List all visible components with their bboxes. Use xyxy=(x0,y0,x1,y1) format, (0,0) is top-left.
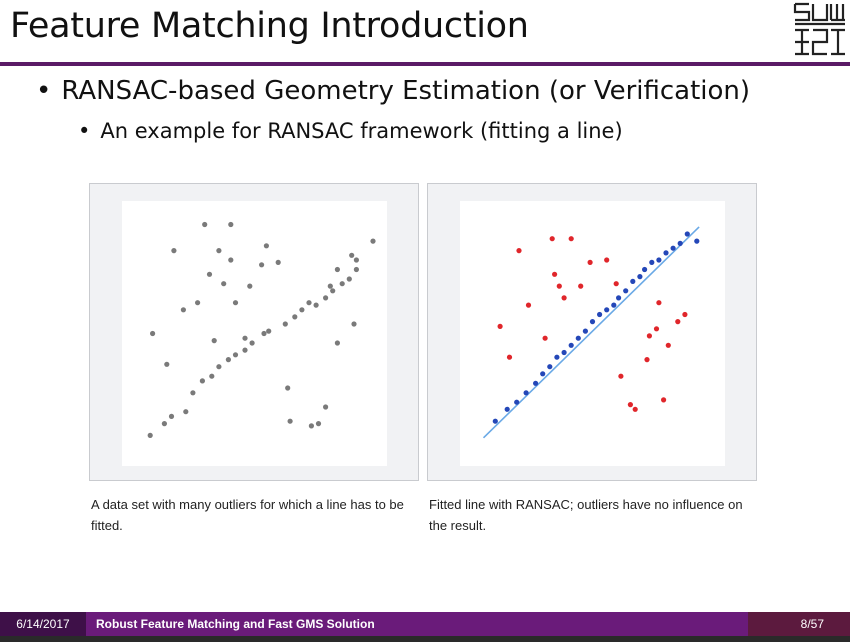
inlier-point xyxy=(493,419,498,424)
outlier-point xyxy=(618,374,623,379)
figure-panel-raw-data xyxy=(89,183,419,481)
data-point xyxy=(181,307,186,312)
university-logo xyxy=(793,2,847,58)
data-point xyxy=(259,262,264,267)
data-point xyxy=(335,267,340,272)
outlier-point xyxy=(569,236,574,241)
bullet-main xyxy=(36,76,750,106)
outlier-point xyxy=(526,303,531,308)
data-point xyxy=(207,272,212,277)
inlier-point xyxy=(583,329,588,334)
data-point xyxy=(349,253,354,258)
fitted-line xyxy=(484,227,700,438)
data-point xyxy=(150,331,155,336)
inlier-point xyxy=(514,400,519,405)
data-point xyxy=(306,300,311,305)
data-point xyxy=(264,243,269,248)
inlier-point xyxy=(611,303,616,308)
data-point xyxy=(309,423,314,428)
footer-bottom-strip xyxy=(0,636,850,642)
data-point xyxy=(330,288,335,293)
data-point xyxy=(276,260,281,265)
data-point xyxy=(328,284,333,289)
inlier-point xyxy=(671,246,676,251)
bullet-dot-icon: • xyxy=(36,76,52,106)
data-point xyxy=(314,303,319,308)
data-point xyxy=(323,295,328,300)
outlier-point xyxy=(543,336,548,341)
data-point xyxy=(370,239,375,244)
data-point xyxy=(228,222,233,227)
outlier-point xyxy=(682,312,687,317)
outlier-point xyxy=(516,248,521,253)
data-point xyxy=(228,257,233,262)
data-point xyxy=(216,364,221,369)
footer-talk-title: Robust Feature Matching and Fast GMS Solution xyxy=(86,612,748,636)
scatter-plot-raw xyxy=(122,201,387,466)
figure-panel-ransac-fit xyxy=(427,183,757,481)
data-point xyxy=(247,284,252,289)
data-point xyxy=(288,419,293,424)
inlier-point xyxy=(576,336,581,341)
outlier-point xyxy=(661,397,666,402)
inlier-point xyxy=(656,257,661,262)
data-point xyxy=(216,248,221,253)
data-point xyxy=(183,409,188,414)
data-point xyxy=(195,300,200,305)
data-point xyxy=(164,362,169,367)
inlier-point xyxy=(590,319,595,324)
title-divider xyxy=(0,62,850,66)
data-point xyxy=(221,281,226,286)
inlier-point xyxy=(685,231,690,236)
data-point xyxy=(292,314,297,319)
data-point xyxy=(261,331,266,336)
inlier-point xyxy=(554,355,559,360)
outlier-point xyxy=(550,236,555,241)
inlier-point xyxy=(569,343,574,348)
scatter-plot-ransac xyxy=(460,201,725,466)
bullet-sub-text: An example for RANSAC framework (fitting a line) xyxy=(100,119,623,143)
data-point xyxy=(242,348,247,353)
slide-footer xyxy=(0,612,850,636)
data-point xyxy=(283,321,288,326)
outlier-point xyxy=(666,343,671,348)
outlier-point xyxy=(656,300,661,305)
data-point xyxy=(169,414,174,419)
data-point xyxy=(354,257,359,262)
slide-title: Feature Matching Introduction xyxy=(10,6,529,46)
data-point xyxy=(250,340,255,345)
outlier-point xyxy=(644,357,649,362)
outlier-point xyxy=(552,272,557,277)
inlier-point xyxy=(623,288,628,293)
outlier-point xyxy=(498,324,503,329)
data-point xyxy=(323,404,328,409)
data-point xyxy=(148,433,153,438)
inlier-point xyxy=(562,350,567,355)
inlier-point xyxy=(547,364,552,369)
data-point xyxy=(351,321,356,326)
inlier-point xyxy=(597,312,602,317)
outlier-point xyxy=(628,402,633,407)
data-point xyxy=(209,374,214,379)
inlier-point xyxy=(642,267,647,272)
data-point xyxy=(316,421,321,426)
data-point xyxy=(266,329,271,334)
inlier-point xyxy=(637,274,642,279)
inlier-point xyxy=(616,295,621,300)
bullet-dot-icon: • xyxy=(78,119,91,143)
inlier-point xyxy=(663,250,668,255)
figure-caption-right: Fitted line with RANSAC; outliers have no influence on the result. xyxy=(429,497,743,533)
figure-caption-left: A data set with many outliers for which a line has to be fitted. xyxy=(91,497,404,533)
data-point xyxy=(233,352,238,357)
outlier-point xyxy=(647,333,652,338)
data-point xyxy=(162,421,167,426)
outlier-point xyxy=(633,407,638,412)
inlier-point xyxy=(505,407,510,412)
inlier-point xyxy=(604,307,609,312)
outlier-point xyxy=(562,295,567,300)
data-point xyxy=(347,276,352,281)
outlier-point xyxy=(588,260,593,265)
bullet-sub xyxy=(78,119,623,143)
data-point xyxy=(340,281,345,286)
data-point xyxy=(335,340,340,345)
inlier-point xyxy=(533,381,538,386)
inlier-point xyxy=(540,371,545,376)
data-point xyxy=(190,390,195,395)
inlier-point xyxy=(630,279,635,284)
data-point xyxy=(226,357,231,362)
outlier-point xyxy=(654,326,659,331)
bullet-main-text: RANSAC-based Geometry Estimation (or Verification) xyxy=(61,76,751,106)
footer-date: 6/14/2017 xyxy=(0,612,86,636)
outlier-point xyxy=(675,319,680,324)
outlier-point xyxy=(614,281,619,286)
outlier-point xyxy=(578,284,583,289)
data-point xyxy=(299,307,304,312)
inlier-point xyxy=(678,241,683,246)
data-point xyxy=(171,248,176,253)
data-point xyxy=(200,378,205,383)
outlier-point xyxy=(557,284,562,289)
inlier-point xyxy=(524,390,529,395)
outlier-point xyxy=(604,257,609,262)
outlier-point xyxy=(507,355,512,360)
data-point xyxy=(202,222,207,227)
footer-page-number: 8/57 xyxy=(748,612,850,636)
data-point xyxy=(285,385,290,390)
inlier-point xyxy=(649,260,654,265)
inlier-point xyxy=(694,239,699,244)
data-point xyxy=(212,338,217,343)
data-point xyxy=(354,267,359,272)
data-point xyxy=(233,300,238,305)
data-point xyxy=(242,336,247,341)
